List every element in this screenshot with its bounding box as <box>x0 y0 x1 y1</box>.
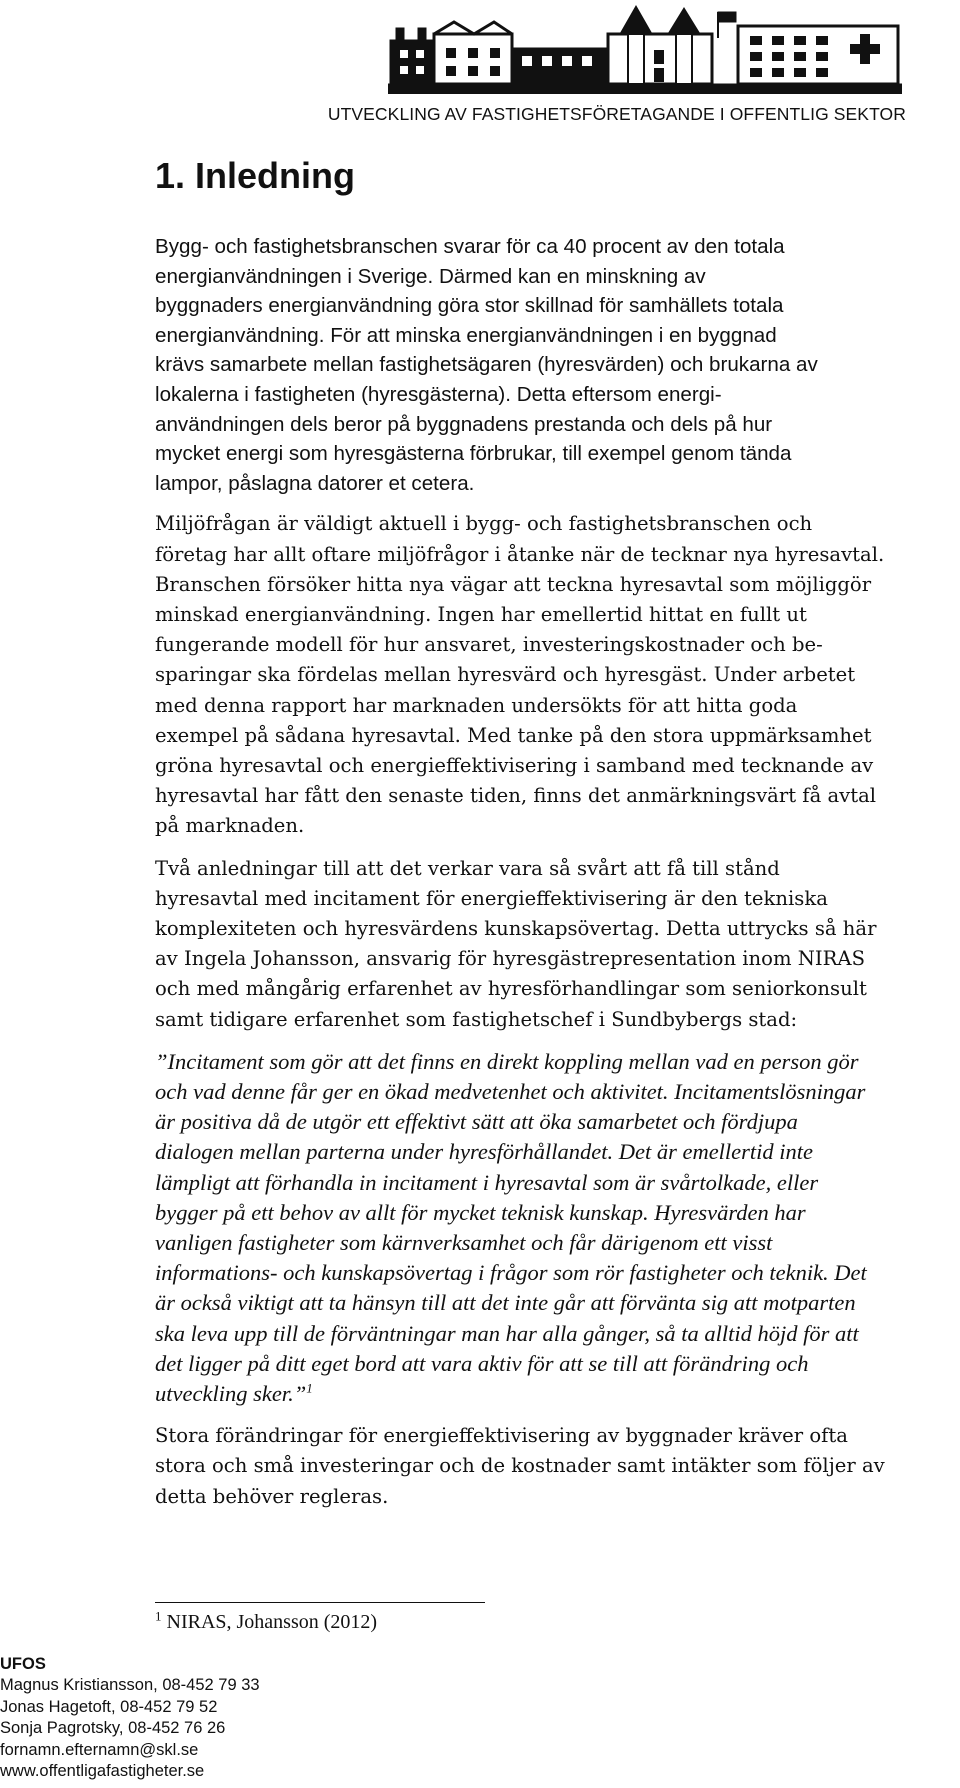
text-line: stora och små investeringar och de kostnader samt intäkter som följer av <box>155 1454 885 1478</box>
running-header: UTVECKLING AV FASTIGHETSFÖRETAGANDE I OFFENTLIG SEKTOR <box>327 104 906 124</box>
footnote-divider <box>155 1602 485 1603</box>
chapter-title: 1. Inledning <box>155 155 356 196</box>
text-line: Branschen försöker hitta nya vägar att teckna hyresavtal som möjliggör <box>155 572 872 596</box>
text-line: Två anledningar till att det verkar vara så svårt att få till stånd <box>155 856 780 880</box>
text-line: informations- och kunskapsövertag i frågor som rör fastigheter och teknik. Det <box>155 1260 867 1286</box>
text-line: krävs samarbete mellan fastighetsägaren (hyresvärden) och brukarna av <box>155 353 818 377</box>
text-line <box>155 1379 955 1409</box>
text-line: gröna hyresavtal och energieffektivisering i samband med tecknande av <box>155 753 874 777</box>
text-line: samt tidigare erfarenhet som fastighetschef i Sundbybergs stad: <box>155 1007 798 1031</box>
text-line: hyresavtal har fått den senaste tiden, finns det anmärkningsvärt få avtal <box>155 784 877 808</box>
text-line: fungerande modell för hur ansvaret, investeringskostnader och be- <box>155 633 823 657</box>
text-line: Bygg- och fastighetsbranschen svarar för ca 40 procent av den totala <box>155 235 785 258</box>
text-line: energianvändning. För att minska energianvändningen i en byggnad <box>155 323 777 347</box>
block-quote <box>155 1047 955 1409</box>
text-line: och vad denne får ger en ökad medvetenhet och aktivitet. Incitamentslösningar <box>155 1079 866 1104</box>
text-line: energianvändningen i Sverige. Därmed kan en minskning av <box>155 264 706 288</box>
paragraph-conclusion <box>155 1421 955 1512</box>
contact-org: UFOS <box>0 1655 46 1673</box>
paragraph-reasons <box>155 854 955 1035</box>
text-line: lampor, påslagna datorer et cetera. <box>155 471 475 495</box>
text-line: vanligen fastigheter som kärnverksamhet och får därigenom ett visst <box>155 1230 773 1256</box>
text-line: företag har allt oftare miljöfrågor i åtanke när de tecknar nya hyresavtal. <box>155 542 885 566</box>
text-line: komplexiteten och hyresvärdens kunskapsövertag. Detta uttrycks så här <box>155 916 877 940</box>
text-line: Stora förändringar för energieffektivisering av byggnader kräver ofta <box>155 1424 848 1448</box>
text-line: minskad energianvändning. Ingen har emellertid hittat en fullt ut <box>155 602 807 626</box>
text-line: är också viktigt att ta hänsyn till att det inte går att förvänta sig att motparten <box>155 1290 856 1316</box>
text-line: byggnaders energianvändning göra stor skillnad för samhällets totala <box>155 294 784 318</box>
quote-last-line: utveckling sker.” <box>155 1381 307 1407</box>
text-line: är positiva då de utgör ett effektivt sätt att öka samarbetet och fördjupa <box>155 1109 798 1135</box>
contact-line: Sonja Pagrotsky, 08-452 76 26 <box>0 1719 226 1738</box>
text-line: lokalerna i fastigheten (hyresgästerna). Detta eftersom energi- <box>155 382 722 406</box>
text-line: ska leva upp till de förväntningar man har alla gånger, så ta alltid höjd för att <box>155 1320 859 1346</box>
text-line: användningen dels beror på byggnadens prestanda och dels på hur <box>155 412 773 436</box>
text-line: det ligger på ditt eget bord att vara aktiv för att se till att förändring och <box>155 1350 809 1376</box>
text-line: dialogen mellan parterna under hyresförhållandet. Det är emellertid inte <box>155 1139 814 1165</box>
text-line: på marknaden. <box>155 814 305 838</box>
contact-line: Magnus Kristiansson, 08-452 79 33 <box>0 1676 260 1695</box>
text-line: med denna rapport har marknaden undersökts för att hitta goda <box>155 693 798 717</box>
text-line: Miljöfrågan är väldigt aktuell i bygg- och fastighetsbranschen och <box>155 512 813 536</box>
text-line: hyresavtal med incitament för energieffektivisering är den tekniska <box>155 886 828 910</box>
text-line: av Ingela Johansson, ansvarig för hyresgästrepresentation inom NIRAS <box>155 947 865 971</box>
footnote-text: NIRAS, Johansson (2012) <box>166 1611 378 1633</box>
contact-block <box>0 1654 260 1782</box>
paragraph-environment <box>155 509 955 841</box>
text-line: sparingar ska fördelas mellan hyresvärd och hyresgäst. Under arbetet <box>155 663 856 687</box>
text-line: och med mångårig erfarenhet av hyresförhandlingar som seniorkonsult <box>155 977 867 1001</box>
footnote <box>155 1608 377 1636</box>
contact-website-link[interactable]: www.offentligafastigheter.se <box>0 1762 205 1781</box>
paragraph-intro <box>155 232 955 498</box>
body-text <box>155 232 955 1524</box>
text-line: detta behöver regleras. <box>155 1484 389 1508</box>
contact-email[interactable]: fornamn.efternamn@skl.se <box>0 1740 199 1759</box>
text-line: lämpligt att förhandla in incitament i hyresavtal som är svårtolkade, eller <box>155 1169 819 1195</box>
text-line: ”Incitament som gör att det finns en direkt koppling mellan vad en person gör <box>155 1048 859 1074</box>
contact-line: Jonas Hagetoft, 08-452 79 52 <box>0 1697 218 1716</box>
text-line: mycket energi som hyresgästerna förbrukar, till exempel genom tända <box>155 442 792 466</box>
footnote-reference[interactable]: 1 <box>306 1380 313 1396</box>
text-line: bygger på ett behov av allt för mycket teknisk kunskap. Hyresvärden har <box>155 1199 806 1225</box>
buildings-logo-icon <box>388 4 902 94</box>
footnote-marker: 1 <box>155 1608 162 1624</box>
text-line: exempel på sådana hyresavtal. Med tanke på den stora uppmärksamhet <box>155 723 872 747</box>
